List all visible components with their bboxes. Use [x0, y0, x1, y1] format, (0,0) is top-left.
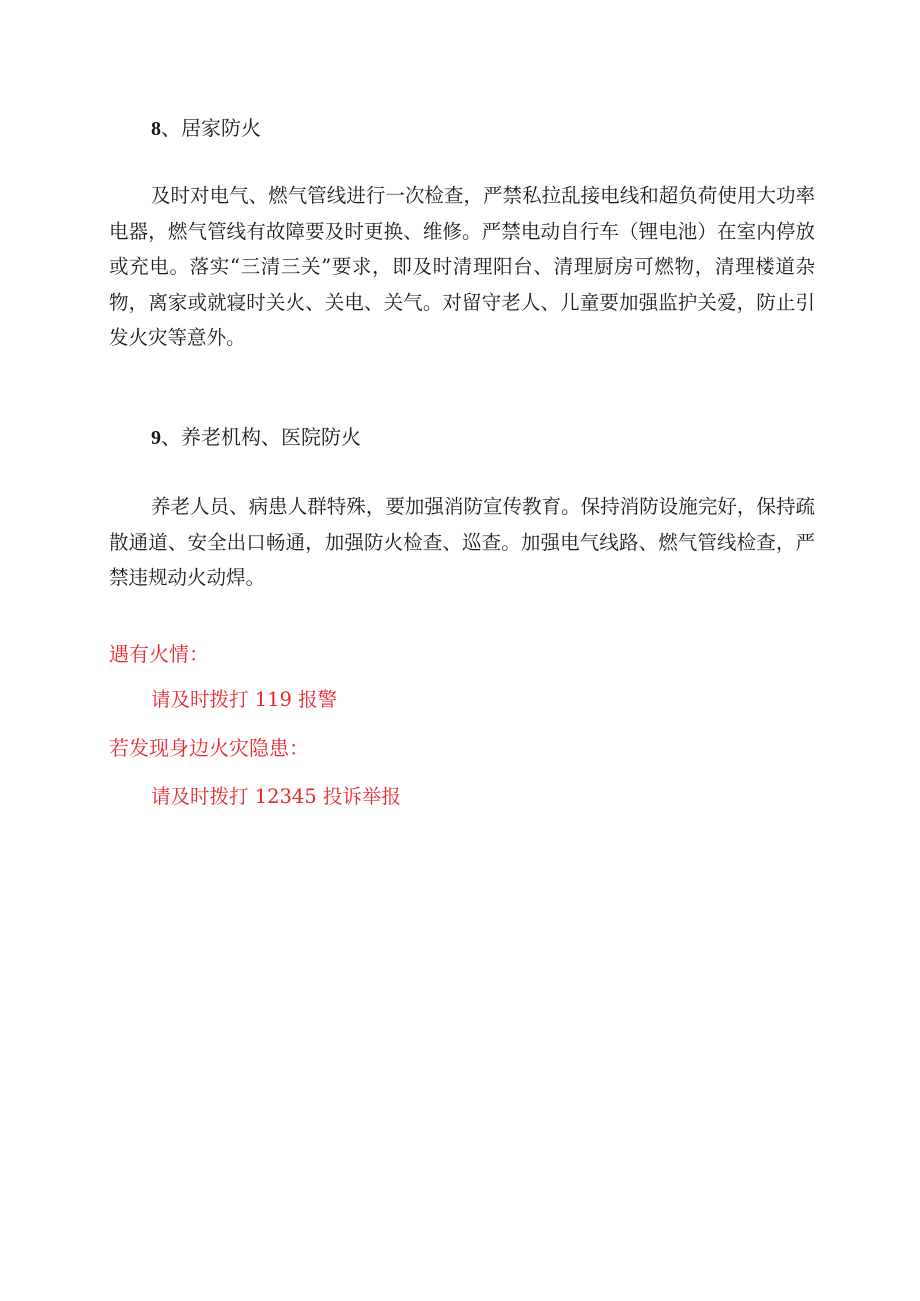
section-9-number: 9	[151, 427, 161, 449]
section-9-title: 、养老机构、医院防火	[161, 425, 361, 449]
section-9-body: 养老人员、病患人群特殊，要加强消防宣传教育。保持消防设施完好，保持疏散通道、安全出口畅通，加强防火检查、巡查。加强电气线路、燃气管线检查，严禁违规动火动焊。	[109, 495, 815, 589]
section-9-heading	[151, 423, 361, 452]
section-8-number: 8	[151, 118, 161, 140]
hazard-alert-title: 若发现身边火灾隐患：	[109, 736, 309, 760]
section-8-body: 及时对电气、燃气管线进行一次检查，严禁私拉乱接电线和超负荷使用大功率电器，燃气管线有故障要及时更换、维修。严禁电动自行车（锂电池）在室内停放或充电。落实“三清三关”要求，即及时清理阳台、清理厨房可燃物，清理楼道杂物，离家或就寝时关火、关电、关气。对留守老人、儿童要加强监护关爱，防止引发火灾等意外。	[109, 184, 815, 349]
section-8-heading	[151, 114, 261, 143]
fire-alert-title: 遇有火情：	[109, 642, 209, 666]
section-8-title: 、居家防火	[161, 116, 261, 140]
hazard-alert-line: 请及时拨打 12345 投诉举报	[151, 785, 401, 808]
fire-alert-line: 请及时拨打 119 报警	[151, 688, 338, 711]
